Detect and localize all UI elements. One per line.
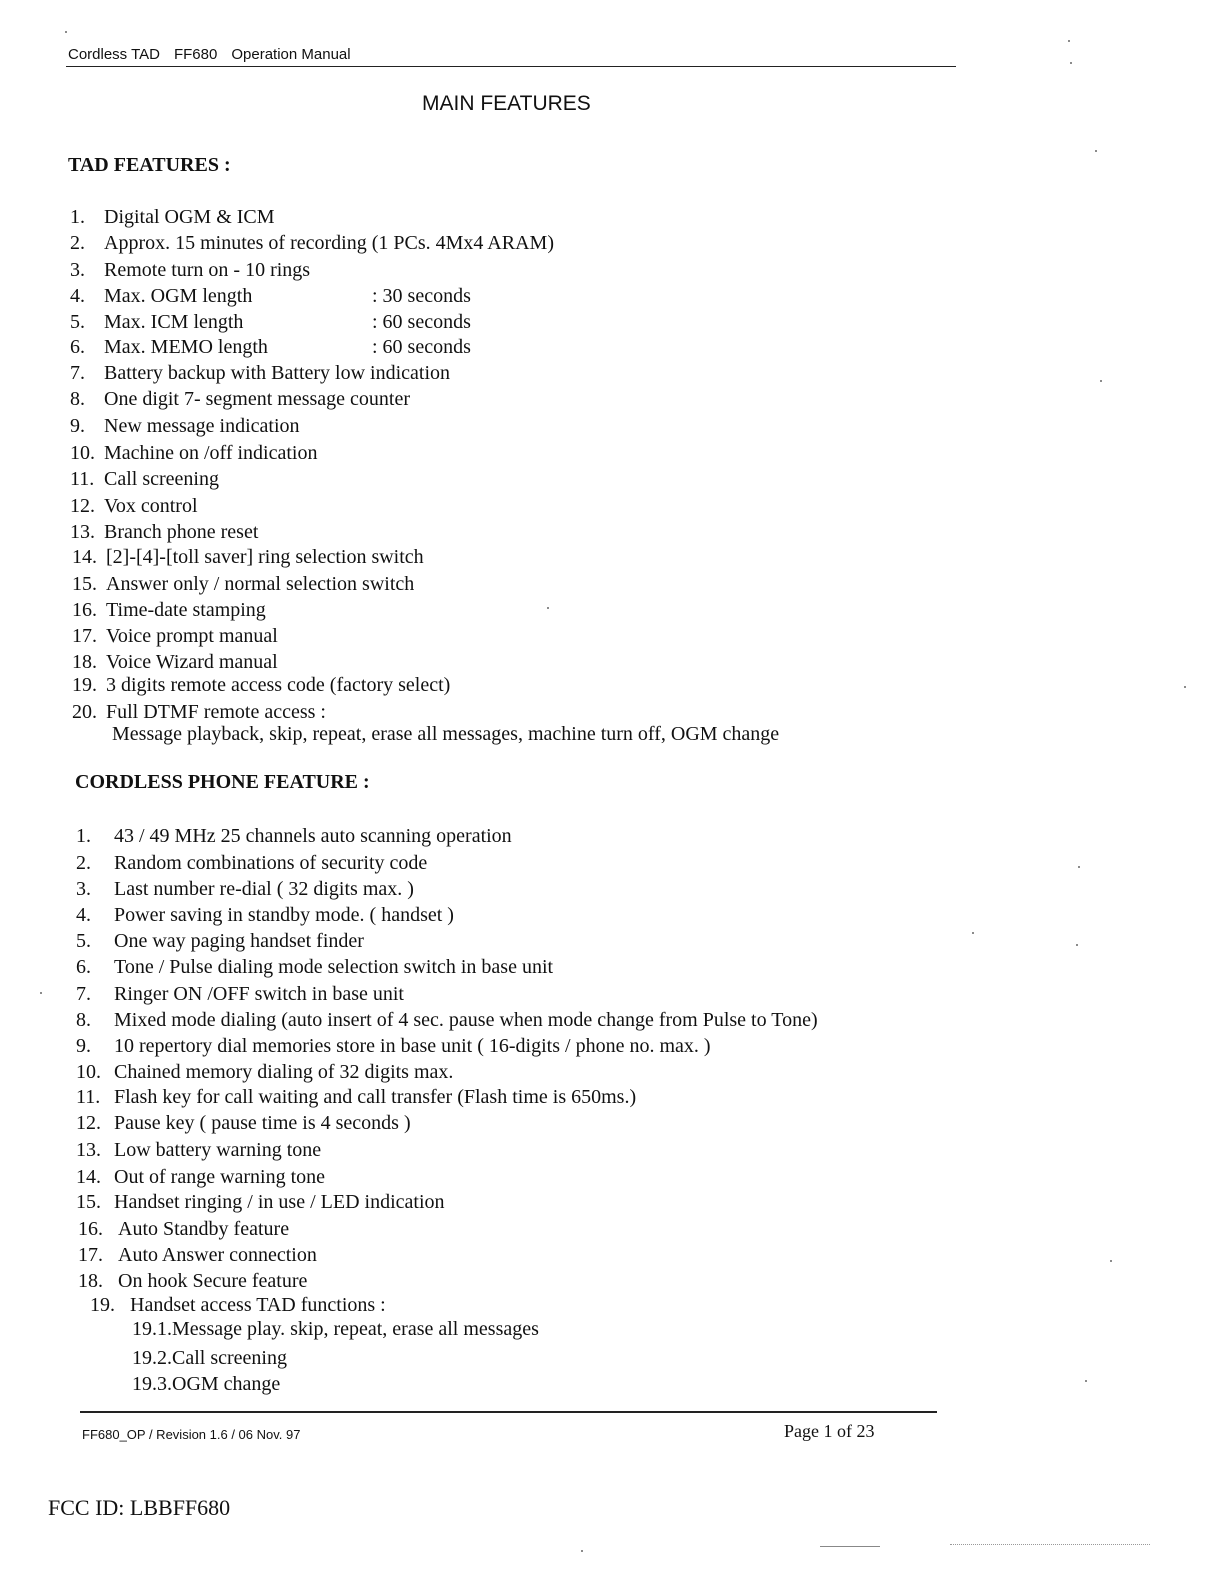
item-detail: Message playback, skip, repeat, erase all messages, machine turn off, OGM change	[112, 723, 780, 745]
list-item: 9. 10 repertory dial memories store in base unit ( 16-digits / phone no. max. )	[76, 1035, 711, 1057]
running-header	[68, 46, 365, 63]
list-item: 11. Flash key for call waiting and call transfer (Flash time is 650ms.)	[76, 1086, 637, 1108]
list-item: 4. Power saving in standby mode. ( handset )	[76, 904, 454, 926]
header-model: FF680	[173, 46, 218, 63]
sub-list-item: 19.3.OGM change	[132, 1373, 281, 1395]
list-item: 13. Branch phone reset	[70, 521, 259, 543]
list-item: 19. Handset access TAD functions :	[90, 1294, 386, 1316]
list-item: 9. New message indication	[70, 415, 300, 437]
list-item: 20. Full DTMF remote access :	[72, 701, 326, 723]
list-item: 3. Last number re-dial ( 32 digits max. )	[76, 878, 414, 900]
page-number: Page 1 of 23	[784, 1421, 875, 1441]
list-item: 14. Out of range warning tone	[76, 1166, 326, 1188]
item-value: : 60 seconds	[372, 311, 471, 333]
list-item: 10. Chained memory dialing of 32 digits max.	[76, 1061, 454, 1083]
fcc-id: FCC ID: LBBFF680	[48, 1495, 231, 1520]
item-value: : 30 seconds	[372, 285, 471, 307]
footer-rule	[80, 1411, 937, 1413]
list-item: 1. Digital OGM & ICM	[70, 206, 275, 228]
list-item: 15. Answer only / normal selection switch	[72, 573, 415, 595]
list-item: 3. Remote turn on - 10 rings	[70, 259, 311, 281]
list-item: 2. Random combinations of security code	[76, 852, 428, 874]
list-item: 1. 43 / 49 MHz 25 channels auto scanning operation	[76, 825, 512, 847]
list-item: 12. Vox control	[70, 495, 198, 517]
list-item: 6. Max. MEMO length : 60 seconds	[70, 336, 471, 358]
footer-revision: FF680_OP / Revision 1.6 / 06 Nov. 97	[82, 1427, 301, 1442]
list-item: 8. One digit 7- segment message counter	[70, 388, 411, 410]
header-product: Cordless TAD	[68, 46, 160, 63]
list-item: 6. Tone / Pulse dialing mode selection switch in base unit	[76, 956, 554, 978]
list-item: 5. One way paging handset finder	[76, 930, 364, 952]
list-item: 10. Machine on /off indication	[70, 442, 318, 464]
list-item: 17. Auto Answer connection	[78, 1244, 317, 1266]
sub-list-item: 19.2.Call screening	[132, 1347, 287, 1369]
list-item: 12. Pause key ( pause time is 4 seconds )	[76, 1112, 411, 1134]
list-item: 13. Low battery warning tone	[76, 1139, 322, 1161]
list-item: 8. Mixed mode dialing (auto insert of 4 sec. pause when mode change from Pulse to Tone)	[76, 1009, 818, 1031]
list-item: 19. 3 digits remote access code (factory select)	[72, 674, 451, 696]
item-value: : 60 seconds	[372, 336, 471, 358]
cordless-section-heading: CORDLESS PHONE FEATURE :	[75, 771, 370, 793]
header-doc-type: Operation Manual	[231, 46, 351, 63]
list-item: 7. Ringer ON /OFF switch in base unit	[76, 983, 404, 1005]
list-item: 16. Time-date stamping	[72, 599, 266, 621]
page-title: MAIN FEATURES	[422, 92, 591, 115]
list-item: 11. Call screening	[70, 468, 219, 490]
list-item: 14. [2]-[4]-[toll saver] ring selection switch	[72, 546, 424, 568]
header-rule	[66, 66, 956, 67]
list-item: 17. Voice prompt manual	[72, 625, 278, 647]
list-item: 15. Handset ringing / in use / LED indication	[76, 1191, 445, 1213]
list-item: 18. On hook Secure feature	[78, 1270, 308, 1292]
sub-list-item: 19.1.Message play. skip, repeat, erase all messages	[132, 1318, 539, 1340]
list-item: 4. Max. OGM length : 30 seconds	[70, 285, 471, 307]
list-item: 7. Battery backup with Battery low indication	[70, 362, 451, 384]
list-item: 2. Approx. 15 minutes of recording (1 PCs. 4Mx4 ARAM)	[70, 232, 554, 254]
tad-section-heading: TAD FEATURES :	[68, 154, 231, 176]
list-item: 5. Max. ICM length : 60 seconds	[70, 311, 471, 333]
list-item: 16. Auto Standby feature	[78, 1218, 290, 1240]
list-item: 18. Voice Wizard manual	[72, 651, 278, 673]
